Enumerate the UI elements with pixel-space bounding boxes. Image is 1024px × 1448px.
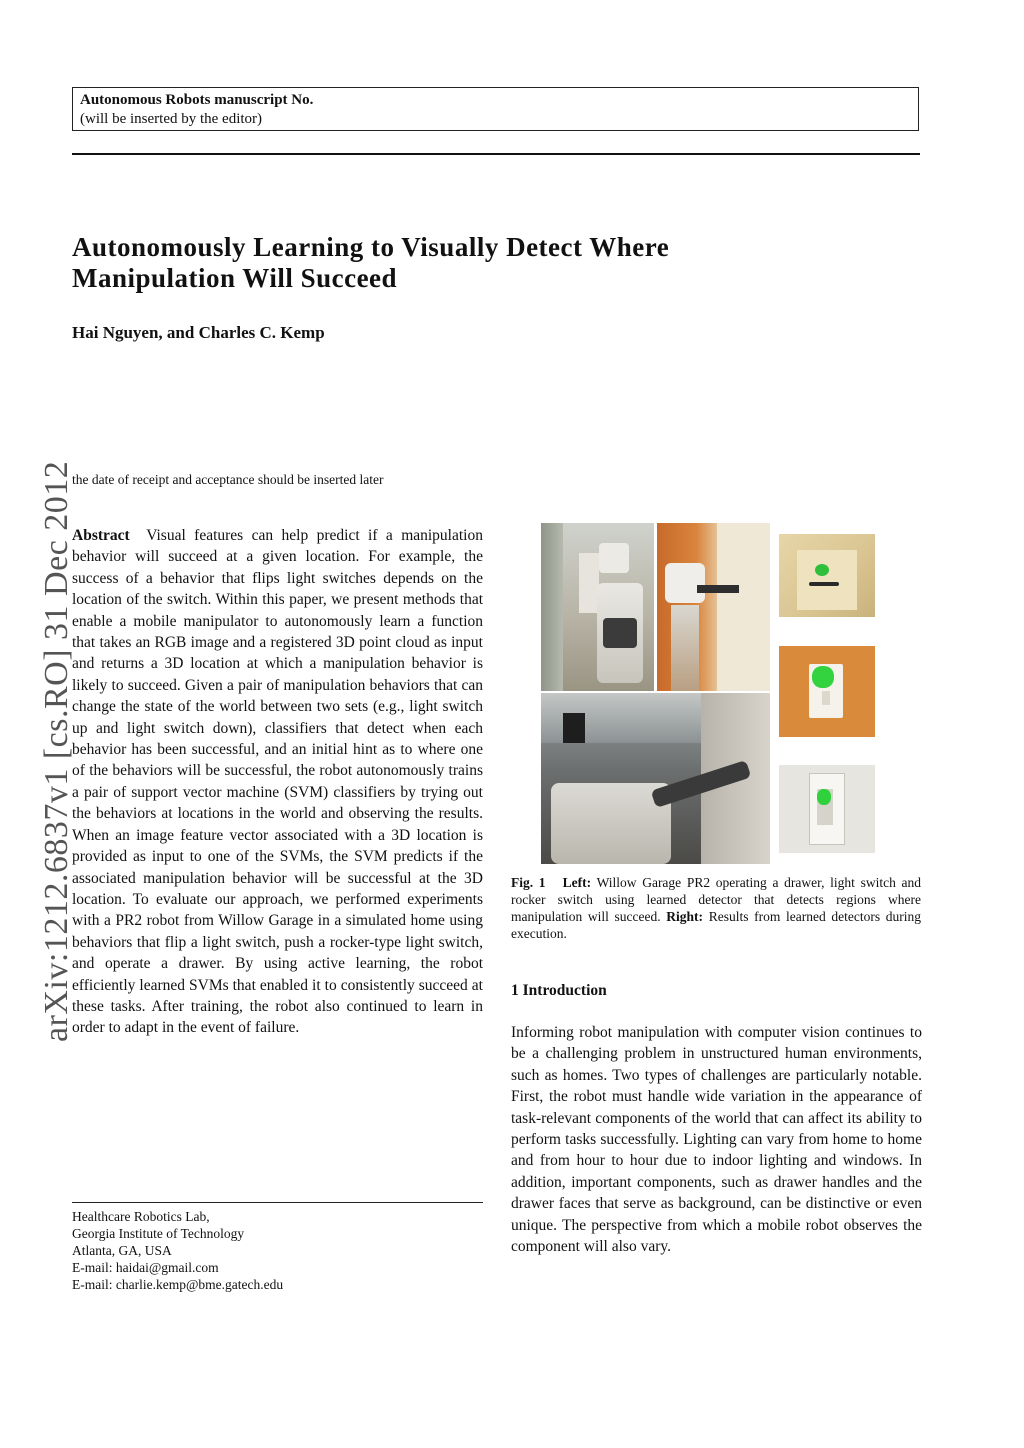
introduction-text: Informing robot manipulation with computer vision continues to be a challenging problem in unstructured human environments, such as homes. Two types of challenges are particularly notable. First, the robot must handle wide variation in the appearance of task-relevant components of the world that can affect its ability to perform tasks successfully. Lighting can vary from home to home and from hour to hour due to indoor lighting and windows. In addition, important components, such as drawer handles and the drawer faces that serve as background, can be distinctive or even unique. The perspective from which a mobile robot observes the component will also vary.: [511, 1024, 922, 1256]
caption-right-label: Right:: [666, 909, 704, 924]
caption-left-label: Left:: [562, 875, 592, 890]
manuscript-header-box: [72, 87, 919, 131]
footnote-line: Healthcare Robotics Lab,: [72, 1209, 210, 1224]
caption-left-text: Willow Garage PR2 operating a drawer, light switch and rocker switch using learned detector that detects regions where manipulation will succeed.: [511, 875, 922, 924]
caption-right-text: Results from learned detectors during execution.: [511, 909, 921, 941]
affiliation-footnote: [72, 1208, 283, 1293]
footnote-line: E-mail: haidai@gmail.com: [72, 1260, 219, 1275]
paper-title: [72, 232, 832, 294]
authors: Hai Nguyen, and Charles C. Kemp: [72, 323, 325, 342]
abstract: [72, 525, 483, 1039]
photo-rocker-switch-detection: [779, 765, 875, 853]
title-line-2: Manipulation Will Succeed: [72, 263, 398, 293]
photo-light-switch-detection: [779, 646, 875, 737]
footnote-line: Georgia Institute of Technology: [72, 1226, 245, 1241]
footnote-rule: [72, 1202, 483, 1203]
figure-caption: [511, 874, 921, 942]
title-line-1: Autonomously Learning to Visually Detect Where: [72, 232, 670, 262]
photo-hallway-robot: [541, 523, 654, 691]
arxiv-stamp: arXiv:1212.6837v1 [cs.RO] 31 Dec 2012: [38, 460, 75, 1042]
section-heading: 1 Introduction: [511, 982, 607, 999]
figure-label: Fig. 1: [511, 875, 546, 890]
photo-robot-door: [657, 523, 770, 691]
photo-drawer-detection: [779, 534, 875, 617]
manuscript-line: Autonomous Robots manuscript No.: [80, 92, 314, 108]
received-note: the date of receipt and acceptance should be inserted later: [72, 472, 384, 487]
footnote-line: Atlanta, GA, USA: [72, 1243, 172, 1258]
photo-office-robot-arm: [541, 693, 770, 864]
abstract-text: Visual features can help predict if a manipulation behavior will succeed at a given location. For example, the success of a behavior that flips light switches depends on the location of the switch. Within this paper, we present methods that enable a mobile manipulator to autonomously learn a function that takes an RGB image and a registered 3D point cloud as input and returns a 3D location at which a manipulation behavior is likely to succeed. Given a pair of manipulation behaviors that can change the state of the world between two sets (e.g., light switch up and light switch down), classifiers that detect when each behavior has been successful, and an initial hint as to where one of the behaviors will be successful, the robot autonomously trains a pair of support vector machine (SVM) classifiers by trying out the behaviors at locations in the world and observing the results. When an image feature vector associated with a 3D location is provided as input to one of the SVMs, the SVM predicts if the associated manipulation behavior will be successful at the 3D location. To evaluate our approach, we performed experiments with a PR2 robot from Willow Garage in a simulated home using behaviors that flip a light switch, push a rocker-type light switch, and operate a drawer. By using active learning, the robot efficiently learned SVMs that enabled it to consistently succeed at these tasks. After training, the robot also continued to learn in order to adapt in the event of failure.: [72, 527, 483, 1037]
editor-note: (will be inserted by the editor): [80, 111, 263, 127]
footnote-line: E-mail: charlie.kemp@bme.gatech.edu: [72, 1277, 284, 1292]
abstract-label: Abstract: [72, 527, 130, 544]
header-rule: [72, 153, 920, 155]
